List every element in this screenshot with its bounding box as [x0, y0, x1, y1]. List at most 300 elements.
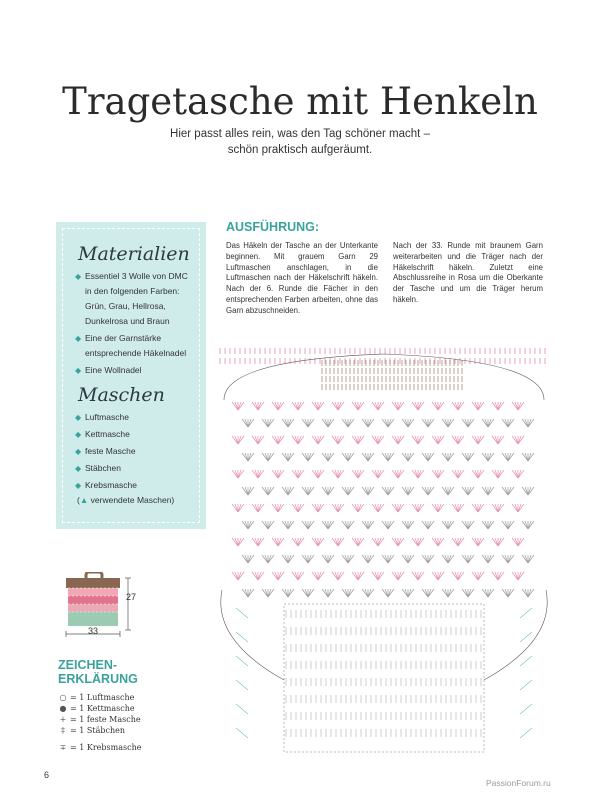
fan-stitch-mark	[248, 521, 251, 529]
fan-stitch-mark	[528, 453, 534, 461]
fan-stitch-mark	[272, 470, 278, 478]
fan-stitch-mark	[468, 521, 474, 529]
fan-stitch-mark	[458, 402, 464, 410]
fan-stitch-mark	[448, 589, 454, 597]
fan-stitch-mark	[438, 436, 441, 444]
fan-stitch-mark	[385, 555, 388, 563]
fan-stitch-mark	[528, 453, 531, 461]
fan-stitch-mark	[498, 572, 501, 580]
fan-stitch-mark	[445, 521, 448, 529]
fan-stitch-mark	[405, 521, 408, 529]
fan-stitch-mark	[418, 572, 421, 580]
fan-stitch-mark	[305, 453, 308, 461]
fan-stitch-mark	[315, 470, 318, 478]
fan-stitch-mark	[515, 470, 518, 478]
fan-stitch-mark	[385, 453, 388, 461]
stitch-item: ◆ Luftmasche	[75, 410, 193, 425]
fan-stitch-mark	[415, 436, 418, 444]
fan-stitch-mark	[278, 538, 284, 546]
fan-stitch-mark	[272, 436, 278, 444]
fan-stitch-mark	[515, 504, 518, 512]
fan-stitch-mark	[448, 589, 451, 597]
fan-stitch-mark	[305, 555, 308, 563]
fan-stitch-mark	[518, 572, 521, 580]
fan-stitch-mark	[468, 555, 471, 563]
fan-stitch-mark	[248, 555, 251, 563]
fan-stitch-mark	[308, 521, 314, 529]
fan-stitch-mark	[255, 402, 258, 410]
fan-stitch-mark	[295, 504, 298, 512]
fan-stitch-mark	[455, 504, 458, 512]
fan-stitch-mark	[348, 589, 354, 597]
fan-stitch-mark	[468, 555, 474, 563]
fan-stitch-mark	[328, 555, 331, 563]
fan-stitch-mark	[285, 555, 288, 563]
fan-stitch-mark	[498, 470, 504, 478]
fan-stitch-mark	[522, 419, 528, 427]
fan-stitch-mark	[268, 521, 274, 529]
fan-stitch-mark	[318, 470, 324, 478]
fan-stitch-mark	[375, 572, 378, 580]
fan-stitch-mark	[242, 487, 248, 495]
legend-row: ● = 1 Kettmasche	[59, 704, 135, 713]
fan-stitch-mark	[315, 436, 318, 444]
fan-stitch-mark	[485, 589, 488, 597]
fan-stitch-mark	[248, 555, 254, 563]
fan-stitch-mark	[485, 555, 488, 563]
fan-stitch-mark	[458, 538, 461, 546]
crab-stitch-icon: ∓	[59, 743, 67, 752]
fan-stitch-mark	[282, 487, 288, 495]
fan-stitch-mark	[372, 538, 378, 546]
fan-stitch-mark	[365, 453, 368, 461]
fan-stitch-mark	[438, 436, 444, 444]
fan-stitch-mark	[315, 504, 318, 512]
fan-stitch-mark	[378, 538, 384, 546]
fan-stitch-mark	[328, 487, 334, 495]
fan-stitch-mark	[522, 453, 528, 461]
fan-stitch-mark	[302, 521, 308, 529]
fan-stitch-mark	[412, 436, 418, 444]
fan-stitch-mark	[348, 453, 354, 461]
fan-stitch-mark	[255, 572, 258, 580]
fan-stitch-mark	[292, 436, 298, 444]
fan-stitch-mark	[382, 419, 388, 427]
fan-stitch-mark	[348, 521, 351, 529]
fan-stitch-mark	[418, 538, 421, 546]
fan-stitch-mark	[278, 572, 284, 580]
fan-stitch-mark	[472, 402, 478, 410]
fan-stitch-mark	[408, 419, 414, 427]
fan-stitch-mark	[292, 402, 298, 410]
fan-stitch-mark	[358, 572, 361, 580]
fan-stitch-mark	[398, 436, 401, 444]
fan-stitch-mark	[398, 436, 404, 444]
fan-stitch-mark	[232, 572, 238, 580]
fan-stitch-mark	[355, 436, 358, 444]
fan-stitch-mark	[282, 521, 288, 529]
fan-stitch-mark	[418, 470, 421, 478]
materials-heading: Materialien	[78, 243, 190, 265]
fan-stitch-mark	[418, 402, 424, 410]
fan-stitch-mark	[488, 589, 494, 597]
stitches-note: (▲ verwendete Maschen)	[77, 495, 175, 505]
fan-stitch-mark	[368, 521, 374, 529]
fan-stitch-mark	[352, 538, 358, 546]
fan-stitch-mark	[408, 487, 411, 495]
fan-stitch-mark	[445, 487, 448, 495]
green-stitch-mark	[236, 656, 248, 666]
fan-stitch-mark	[335, 572, 338, 580]
instructions-heading: AUSFÜHRUNG:	[226, 220, 320, 234]
fan-stitch-mark	[415, 538, 418, 546]
fan-stitch-mark	[405, 555, 408, 563]
fan-stitch-mark	[235, 572, 238, 580]
stitch-item: ◆ Kettmasche	[75, 427, 193, 442]
fan-stitch-mark	[478, 538, 481, 546]
fan-stitch-mark	[328, 521, 331, 529]
fan-stitch-mark	[448, 555, 454, 563]
fan-stitch-mark	[285, 521, 288, 529]
fan-stitch-mark	[435, 504, 438, 512]
fan-stitch-mark	[352, 470, 358, 478]
fan-stitch-mark	[352, 436, 358, 444]
fan-stitch-mark	[528, 521, 531, 529]
fan-stitch-mark	[462, 487, 468, 495]
fan-stitch-mark	[428, 589, 431, 597]
fan-stitch-mark	[305, 419, 308, 427]
green-stitch-mark	[520, 632, 532, 642]
fan-stitch-mark	[408, 589, 414, 597]
fan-stitch-mark	[508, 453, 511, 461]
fan-stitch-mark	[458, 436, 461, 444]
fan-stitch-mark	[282, 419, 288, 427]
fan-stitch-mark	[318, 572, 321, 580]
fan-stitch-mark	[452, 402, 458, 410]
fan-stitch-mark	[268, 453, 274, 461]
fan-stitch-mark	[505, 487, 508, 495]
fan-stitch-mark	[248, 487, 251, 495]
fan-stitch-mark	[288, 487, 294, 495]
fan-stitch-mark	[308, 589, 314, 597]
fan-stitch-mark	[478, 572, 484, 580]
fan-stitch-mark	[478, 402, 484, 410]
fan-stitch-mark	[398, 538, 404, 546]
fan-stitch-mark	[485, 521, 488, 529]
fan-stitch-mark	[405, 453, 408, 461]
fan-stitch-mark	[365, 521, 368, 529]
fan-stitch-mark	[382, 555, 388, 563]
fan-stitch-mark	[328, 521, 334, 529]
fan-stitch-mark	[378, 572, 381, 580]
fan-stitch-mark	[418, 436, 424, 444]
fan-stitch-mark	[242, 589, 248, 597]
fan-stitch-mark	[268, 589, 274, 597]
fan-stitch-mark	[498, 470, 501, 478]
fan-stitch-mark	[288, 487, 291, 495]
fan-stitch-mark	[512, 504, 518, 512]
fan-stitch-mark	[468, 589, 474, 597]
fan-stitch-mark	[498, 538, 501, 546]
fan-stitch-mark	[258, 402, 264, 410]
fan-stitch-mark	[272, 504, 278, 512]
legend-title: ZEICHEN- ERKLÄRUNG	[58, 658, 138, 686]
fan-stitch-mark	[435, 436, 438, 444]
diamond-bullet-icon: ◆	[75, 413, 82, 422]
fan-stitch-mark	[365, 555, 368, 563]
fan-stitch-mark	[265, 555, 268, 563]
fan-stitch-mark	[328, 453, 334, 461]
fan-stitch-mark	[468, 419, 474, 427]
fan-stitch-mark	[265, 419, 268, 427]
fan-stitch-mark	[258, 572, 261, 580]
fan-stitch-mark	[268, 419, 271, 427]
fan-stitch-mark	[308, 555, 311, 563]
fan-stitch-mark	[388, 487, 394, 495]
fan-stitch-mark	[325, 453, 328, 461]
fan-stitch-mark	[302, 453, 308, 461]
fan-stitch-mark	[468, 487, 474, 495]
fan-stitch-mark	[298, 402, 301, 410]
materials-box	[56, 222, 206, 529]
fan-stitch-mark	[368, 419, 374, 427]
single-crochet-icon: +	[59, 715, 67, 724]
fan-stitch-mark	[348, 487, 354, 495]
fan-stitch-mark	[502, 487, 508, 495]
fan-stitch-mark	[395, 572, 398, 580]
fan-stitch-mark	[502, 453, 508, 461]
fan-stitch-mark	[468, 453, 471, 461]
fan-stitch-mark	[488, 487, 491, 495]
fan-stitch-mark	[415, 504, 418, 512]
fan-stitch-mark	[238, 402, 244, 410]
dimension-width: 33	[88, 626, 99, 636]
fan-stitch-mark	[415, 572, 418, 580]
fan-stitch-mark	[258, 436, 261, 444]
fan-stitch-mark	[245, 589, 248, 597]
fan-stitch-mark	[242, 521, 248, 529]
fan-stitch-mark	[242, 555, 248, 563]
fan-stitch-mark	[275, 538, 278, 546]
fan-stitch-mark	[352, 572, 358, 580]
fan-stitch-mark	[248, 589, 254, 597]
fan-stitch-mark	[398, 402, 404, 410]
fan-stitch-mark	[482, 487, 488, 495]
fan-stitch-mark	[232, 402, 238, 410]
fan-stitch-mark	[445, 419, 448, 427]
fan-stitch-mark	[402, 487, 408, 495]
green-stitch-mark	[236, 632, 248, 642]
fan-stitch-mark	[378, 504, 381, 512]
fan-stitch-mark	[412, 572, 418, 580]
fan-stitch-mark	[478, 436, 481, 444]
fan-stitch-mark	[388, 419, 391, 427]
fan-stitch-mark	[488, 419, 494, 427]
legend-row: ‡ = 1 Stäbchen	[58, 725, 141, 736]
fan-stitch-mark	[248, 419, 254, 427]
fan-stitch-mark	[458, 572, 464, 580]
fan-stitch-mark	[342, 419, 348, 427]
fan-stitch-mark	[362, 521, 368, 529]
fan-stitch-mark	[248, 589, 251, 597]
fan-stitch-mark	[452, 470, 458, 478]
fan-stitch-mark	[422, 555, 428, 563]
fan-stitch-mark	[528, 419, 534, 427]
fan-stitch-mark	[318, 436, 321, 444]
fan-stitch-mark	[428, 419, 431, 427]
fan-stitch-mark	[525, 453, 528, 461]
materials-border	[62, 228, 200, 523]
fan-stitch-mark	[395, 504, 398, 512]
fan-stitch-mark	[428, 453, 434, 461]
fan-stitch-mark	[308, 419, 311, 427]
fan-stitch-mark	[298, 538, 301, 546]
fan-stitch-mark	[485, 487, 488, 495]
fan-stitch-mark	[265, 487, 268, 495]
fan-stitch-mark	[518, 402, 524, 410]
fan-stitch-mark	[375, 538, 378, 546]
pattern-outlines	[221, 354, 547, 752]
fan-stitch-mark	[312, 538, 318, 546]
fan-stitch-mark	[252, 504, 258, 512]
fan-stitch-mark	[432, 572, 438, 580]
fan-stitch-mark	[508, 419, 511, 427]
fan-stitch-mark	[328, 487, 331, 495]
fan-stitch-mark	[438, 572, 441, 580]
fan-stitch-mark	[385, 487, 388, 495]
fan-stitch-mark	[378, 572, 384, 580]
fan-stitch-mark	[388, 419, 394, 427]
fan-stitch-mark	[398, 470, 404, 478]
fan-stitch-mark	[358, 436, 361, 444]
fan-stitch-mark	[348, 555, 354, 563]
fan-stitch-mark	[498, 538, 504, 546]
fan-stitch-mark	[238, 436, 241, 444]
fan-stitch-mark	[312, 470, 318, 478]
fan-stitch-mark	[408, 487, 414, 495]
fan-stitch-mark	[435, 402, 438, 410]
fan-stitch-mark	[345, 487, 348, 495]
fan-stitch-mark	[362, 453, 368, 461]
fan-stitch-mark	[358, 538, 364, 546]
fan-stitch-mark	[492, 470, 498, 478]
fan-stitch-mark	[368, 487, 371, 495]
fan-stitch-mark	[488, 589, 491, 597]
fan-stitch-mark	[235, 436, 238, 444]
diamond-bullet-icon: ◆	[75, 464, 82, 473]
fan-stitch-mark	[398, 572, 404, 580]
fan-stitch-mark	[445, 453, 448, 461]
fan-stitch-mark	[358, 470, 361, 478]
fan-stitch-mark	[305, 589, 308, 597]
fan-stitch-mark	[278, 538, 281, 546]
stitch-item: ◆ Stäbchen	[75, 461, 193, 476]
fan-stitch-mark	[425, 419, 428, 427]
fan-stitch-mark	[268, 487, 271, 495]
fan-stitch-mark	[375, 436, 378, 444]
fan-stitch-mark	[438, 504, 444, 512]
fan-stitch-mark	[268, 555, 274, 563]
fan-stitch-mark	[472, 538, 478, 546]
fan-stitch-mark	[245, 487, 248, 495]
left-curve-outline	[221, 590, 284, 680]
fan-stitch-mark	[298, 504, 301, 512]
fan-stitch-mark	[378, 436, 384, 444]
fan-stitch-mark	[448, 555, 451, 563]
fan-stitch-mark	[318, 504, 321, 512]
fan-stitch-mark	[472, 504, 478, 512]
fan-stitch-mark	[475, 538, 478, 546]
fan-stitch-mark	[512, 402, 518, 410]
fan-stitch-mark	[315, 572, 318, 580]
fan-stitch-mark	[298, 402, 304, 410]
fan-stitch-mark	[518, 572, 524, 580]
fan-stitch-mark	[255, 470, 258, 478]
fan-stitch-mark	[358, 538, 361, 546]
fan-stitch-mark	[412, 504, 418, 512]
fan-stitch-mark	[258, 538, 261, 546]
fan-stitch-mark	[302, 555, 308, 563]
subtitle-line-1: Hier passt alles rein, was den Tag schöner macht –	[170, 128, 430, 140]
fan-stitch-mark	[402, 521, 408, 529]
fan-stitch-mark	[278, 436, 281, 444]
fan-stitch-mark	[392, 504, 398, 512]
fan-stitch-mark	[358, 504, 361, 512]
fan-stitch-mark	[438, 470, 444, 478]
fan-stitch-mark	[278, 504, 284, 512]
fan-stitch-mark	[492, 572, 498, 580]
fan-stitch-mark	[252, 402, 258, 410]
fan-stitch-mark	[518, 504, 521, 512]
fan-stitch-mark	[378, 436, 381, 444]
fan-stitch-mark	[508, 453, 514, 461]
fan-stitch-mark	[255, 436, 258, 444]
fan-stitch-mark	[478, 504, 484, 512]
fan-stitch-mark	[375, 470, 378, 478]
page-title: Tragetasche mit Henkeln	[62, 80, 538, 123]
fan-stitch-mark	[318, 470, 321, 478]
fan-stitch-mark	[252, 572, 258, 580]
materials-list	[63, 269, 199, 378]
fan-stitch-mark	[438, 538, 441, 546]
fan-stitch-mark	[268, 419, 274, 427]
fan-stitch-mark	[235, 538, 238, 546]
fan-stitch-mark	[478, 436, 484, 444]
fan-stitch-mark	[412, 402, 418, 410]
fan-stitch-mark	[468, 589, 471, 597]
fan-stitch-mark	[408, 555, 414, 563]
fan-stitch-mark	[275, 470, 278, 478]
fan-stitch-mark	[488, 419, 491, 427]
fan-stitch-mark	[372, 470, 378, 478]
stitch-item: ◆ feste Masche	[75, 444, 193, 459]
fan-stitch-mark	[388, 453, 391, 461]
fan-stitch-mark	[428, 555, 431, 563]
fan-stitch-mark	[335, 436, 338, 444]
fan-stitch-mark	[408, 555, 411, 563]
fan-stitch-mark	[245, 555, 248, 563]
fan-stitch-mark	[498, 402, 504, 410]
fan-stitch-mark	[525, 419, 528, 427]
fan-stitch-mark	[372, 402, 378, 410]
fan-stitch-mark	[368, 555, 371, 563]
fan-stitch-mark	[265, 521, 268, 529]
stitches-heading: Maschen	[78, 384, 165, 406]
fan-stitch-mark	[385, 589, 388, 597]
fan-stitch-mark	[505, 589, 508, 597]
fan-stitch-mark	[375, 504, 378, 512]
fan-stitch-mark	[528, 521, 534, 529]
